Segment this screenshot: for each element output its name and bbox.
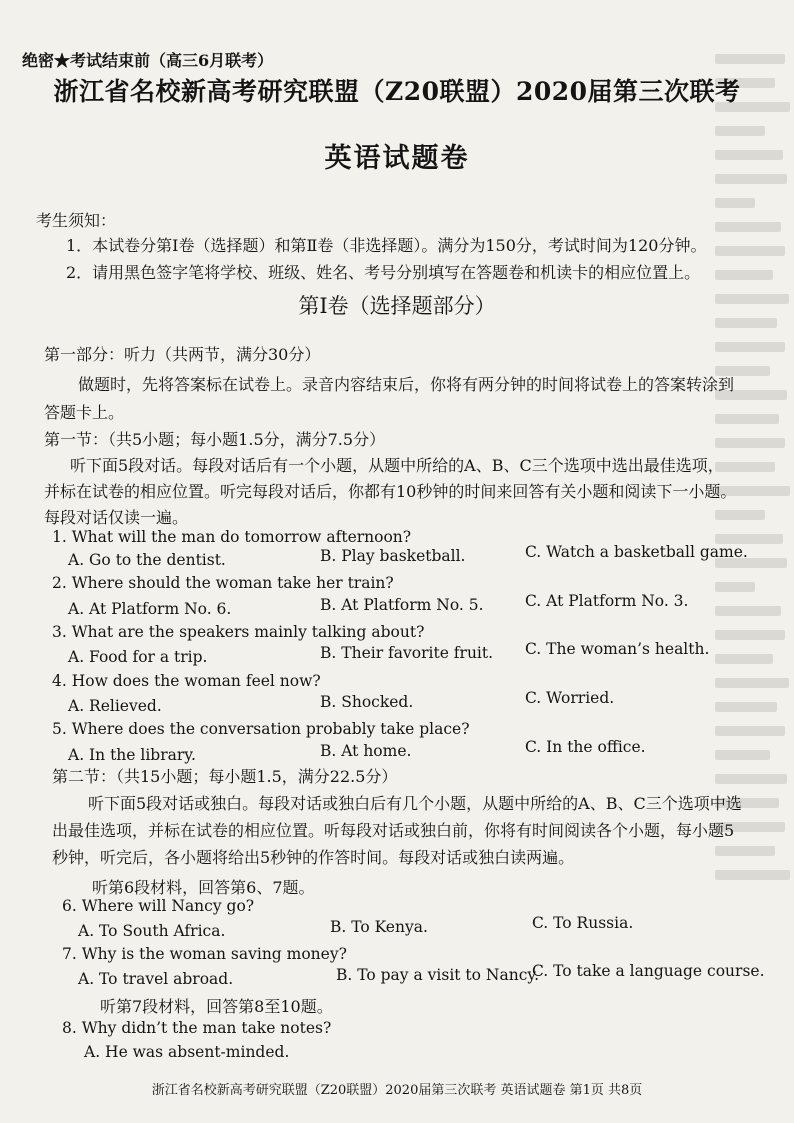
question-5-option-c: C. In the office. — [525, 738, 646, 756]
subsection1-heading: 第一节：（共5小题；每小题1.5分，满分7.5分） — [44, 430, 386, 449]
question-8-option-a: A. He was absent-minded. — [84, 1043, 290, 1061]
subsection2-instruction-line3: 秒钟，听完后，各小题将给出5秒钟的作答时间。每段对话或独白读两遍。 — [52, 848, 575, 867]
question-2-stem: 2. Where should the woman take her train? — [52, 574, 394, 592]
question-7-stem: 7. Why is the woman saving money? — [62, 945, 347, 963]
question-7-option-b: B. To pay a visit to Nancy. — [336, 966, 540, 984]
notice-item-2: 2．请用黑色签字笔将学校、班级、姓名、考号分别填写在答题卷和机读卡的相应位置上。 — [66, 263, 701, 282]
question-6-option-a: A. To South Africa. — [78, 922, 226, 940]
question-4-option-b: B. Shocked. — [320, 693, 414, 711]
question-6-option-c: C. To Russia. — [532, 914, 634, 932]
question-1-stem: 1. What will the man do tomorrow afternoon? — [52, 528, 412, 546]
question-6-option-b: B. To Kenya. — [330, 918, 428, 936]
page-footer: 浙江省名校新高考研究联盟（Z20联盟）2020届第三次联考 英语试题卷 第1页 共8页 — [151, 1083, 643, 1098]
question-8-stem: 8. Why didn’t the man take notes? — [62, 1019, 332, 1037]
subsection2-instruction-line1: 听下面5段对话或独白。每段对话或独白后有几个小题，从题中所给的A、B、C三个选项中选 — [88, 794, 742, 813]
section1-instruction-line2: 答题卡上。 — [44, 403, 125, 422]
question-1-option-b: B. Play basketball. — [320, 547, 466, 565]
part-title: 第Ⅰ卷（选择题部分） — [298, 294, 496, 318]
exam-title: 浙江省名校新高考研究联盟（Z20联盟）2020届第三次联考 — [53, 77, 741, 106]
question-3-option-c: C. The woman’s health. — [525, 640, 710, 658]
subsection1-instruction-line2: 并标在试卷的相应位置。听完每段对话后，你都有10秒钟的时间来回答有关小题和阅读下一小题。 — [44, 482, 737, 501]
question-2-option-b: B. At Platform No. 5. — [320, 596, 484, 614]
material-6-label: 听第6段材料，回答第6、7题。 — [92, 878, 315, 897]
subsection2-instruction-line2: 出最佳选项，并标在试卷的相应位置。听每段对话或独白前，你将有时间阅读各个小题，每小题5 — [52, 821, 735, 840]
question-5-option-a: A. In the library. — [68, 746, 196, 764]
question-4-stem: 4. How does the woman feel now? — [52, 672, 321, 690]
section1-instruction-line1: 做题时，先将答案标在试卷上。录音内容结束后，你将有两分钟的时间将试卷上的答案转涂到 — [78, 375, 735, 394]
subsection2-heading: 第二节：（共15小题；每小题1.5，满分22.5分） — [52, 767, 398, 786]
notice-heading: 考生须知： — [36, 211, 117, 230]
question-7-option-c: C. To take a language course. — [532, 962, 765, 980]
question-2-option-c: C. At Platform No. 3. — [525, 592, 689, 610]
question-3-option-b: B. Their favorite fruit. — [320, 644, 494, 662]
question-1-option-c: C. Watch a basketball game. — [525, 543, 748, 561]
notice-item-1: 1．本试卷分第Ⅰ卷（选择题）和第Ⅱ卷（非选择题）。满分为150分，考试时间为120分钟。 — [66, 236, 707, 255]
section1-heading: 第一部分：听力（共两节，满分30分） — [44, 345, 321, 364]
question-2-option-a: A. At Platform No. 6. — [68, 600, 232, 618]
subsection1-instruction-line1: 听下面5段对话。每段对话后有一个小题，从题中所给的A、B、C三个选项中选出最佳选项， — [70, 456, 724, 475]
secret-label: 绝密★考试结束前（高三6月联考） — [22, 51, 274, 70]
material-7-label: 听第7段材料，回答第8至10题。 — [100, 997, 333, 1016]
question-5-option-b: B. At home. — [320, 742, 412, 760]
question-5-stem: 5. Where does the conversation probably take place? — [52, 720, 470, 738]
question-4-option-a: A. Relieved. — [68, 697, 162, 715]
question-3-option-a: A. Food for a trip. — [68, 648, 208, 666]
exam-subtitle: 英语试题卷 — [324, 143, 470, 174]
subsection1-instruction-line3: 每段对话仅读一遍。 — [44, 508, 189, 527]
question-6-stem: 6. Where will Nancy go? — [62, 897, 255, 915]
question-1-option-a: A. Go to the dentist. — [68, 551, 226, 569]
question-7-option-a: A. To travel abroad. — [78, 970, 234, 988]
question-3-stem: 3. What are the speakers mainly talking about? — [52, 623, 425, 641]
question-4-option-c: C. Worried. — [525, 689, 615, 707]
